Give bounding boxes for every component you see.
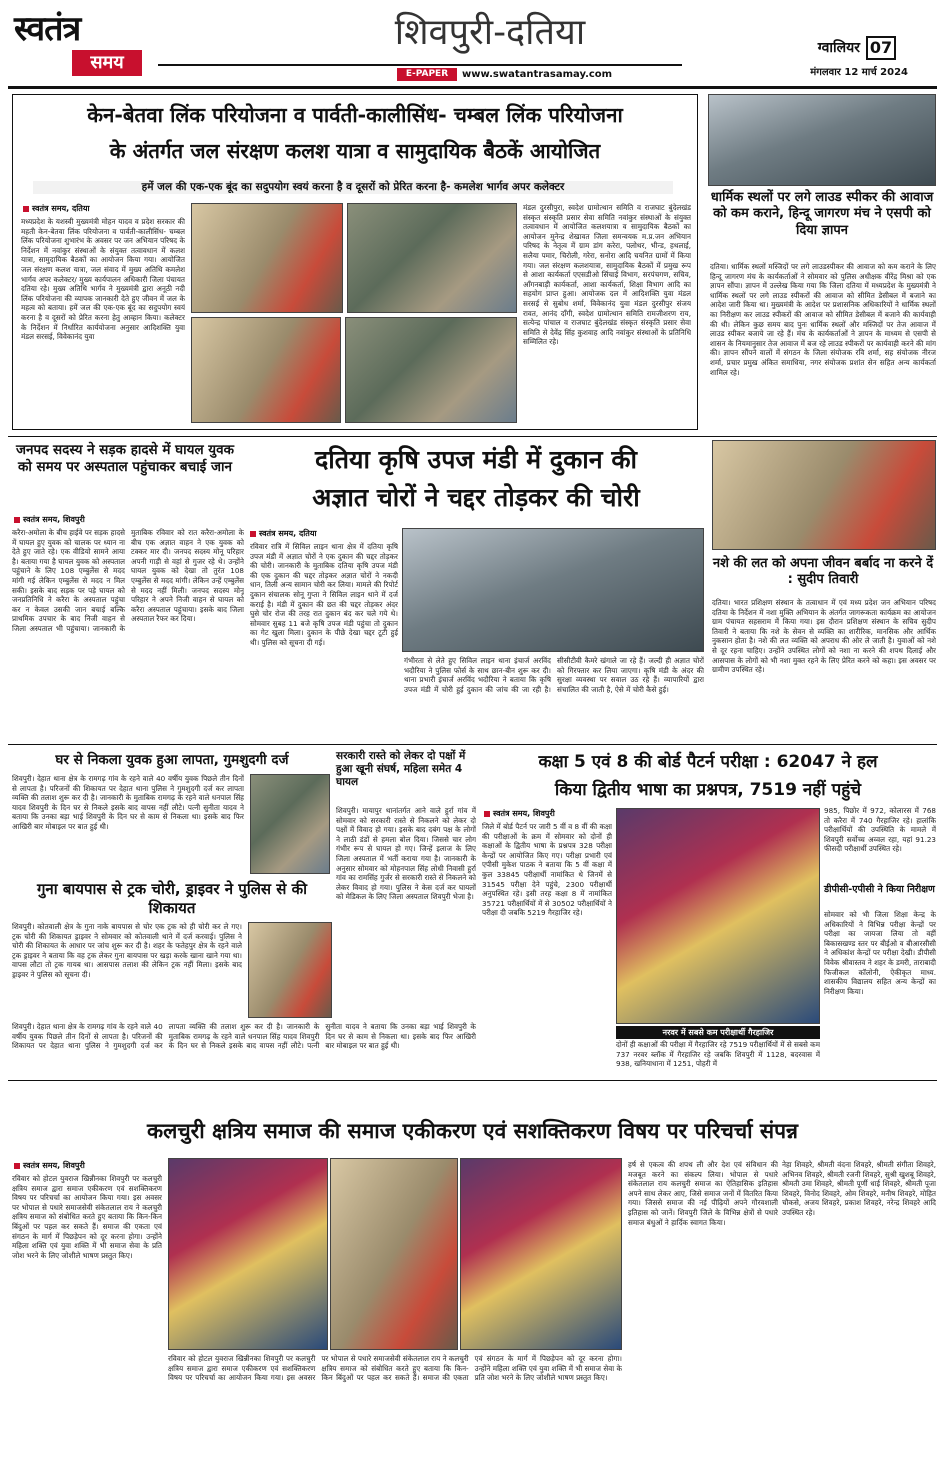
board-body-2: दोनों ही कक्षाओं की परीक्षा में गैरहाजिर रहे 7519 परीक्षार्थियों में से सबसे कम 737 नरवर ब्लॉक में गैरहाजिर रहे जबकि शिवपुरी में 1128, बदरवास में 938, खनियाधाना में 1251, पोहरी में (616, 1040, 820, 1069)
kalchuri-body-right-2: नेहा शिवहरे, श्रीमती वंदना शिवहरे, श्रीमती संगीता शिवहरे, अभिनव शिवहरे, श्रीमती रजनी शिवहरे, सुश्री खुशबू शिवहरे, श्रीमती उमा शिवहरे, श्रीमती पूर्णी धाई शिवहरे, श्रीमती पूजा शिवहरे, विनोद शिवहरे, ओम शिवहरे, मनीष शिवहरे, मोहित चौकसे, अजय शिवहरे, प्रकाश शिवहरे, नरेन्द्र शिवहरे आदि उपस्थित रहे। (782, 1160, 936, 1217)
section-title: शिवपुरी-दतिया (394, 12, 586, 53)
logo (14, 8, 150, 80)
byline-marker-icon (484, 811, 490, 817)
lead-photo-4 (345, 317, 517, 423)
masthead-divider (8, 86, 937, 89)
kalchuri-photo-3 (460, 1158, 622, 1350)
mandi-body-2: गंभीरता से लेते हुए सिविल लाइन थाना इंचार्ज अरविंद भदौरिया ने पुलिस फोर्स के साथ छान-बीन शुरू कर दी। थाना प्रभारी इंचार्ज अरविंद भदौरिया ने बताया कि कृषि उपज मंडी में चोरी हुई दुकान की जांच की जा रही है। सीसीटीवी कैमरे खंगाले जा रहे हैं। जल्दी ही अज्ञात चोरों को गिरफ्तार कर लिया जाएगा। कृषि मंडी के अंदर की सुरक्षा व्यवस्था पर सवाल उठ रहे हैं। व्यापारियों द्वारा संचालित की जाती है, ऐसे में चोरी कैसे हुई। (404, 656, 704, 694)
website[interactable]: www.swatantrasamay.com (462, 69, 613, 80)
byline-marker-icon (250, 531, 256, 537)
lead-story (12, 94, 698, 430)
board-side-2: सोमवार को भी जिला शिक्षा केन्द्र के अधिकारियों ने विभिन्न परीक्षा केन्द्रों पर परीक्षा का जायजा लिया तो वहीं बिकासखण्ड स्तर पर बीईओ व बीआरसीसी ने अधिकांश केन्द्रों पर परीक्षा देखी। डीपीसी विवेक श्रीवास्तव ने शहर के डमरी, ताराबादी फिजीकल कॉलोनी, ऐकीकृत माध्य. शासकीय विद्यालय सहित अन्य केन्द्रों का निरीक्षण किया। (824, 910, 936, 996)
kalchuri-photo-1 (168, 1158, 328, 1350)
divider-3 (8, 1080, 937, 1081)
truck-headline: गुना बायपास से ट्रक चोरी, ड्राइवर ने पुलिस से की शिकायत (36, 880, 308, 917)
dispute-body-tail: शिवपुरी। देहात थाना क्षेत्र के रामगढ़ गांव के रहने वाले 40 वर्षीय युवक पिछले तीन दिनों से लापता है। परिजनों की शिकायत पर देहात थाना पुलिस ने गुमशुदगी दर्ज कर लापता व्यक्ति की तलाश शुरू कर दी है। जानकारी के मुताबिक रामगढ़ के रहने वाले धनपाल सिंह यादव शिवपुरी के दिन घर से निकले इसके बाद वापस नहीं लौटे। पत्नी सुनीता यादव ने बताया कि उनका बड़ा भाई शिवपुरी के दिन घर से काम से निकला था। इसके बाद फिर आखिरी बार मोबाइल पर बात हुई थी। (12, 1022, 476, 1051)
mandi-headline-1: दतिया कृषि उपज मंडी में दुकान की (314, 445, 638, 474)
board-headline-2: किया द्वितीय भाषा का प्रश्नपत्र, 7519 नहीं पहुंचे (554, 780, 862, 800)
byline-marker-icon (23, 206, 29, 212)
page-number: 07 (866, 36, 896, 60)
lead-subhead: हमें जल की एक-एक बूंद का सदुपयोग स्वयं करना है व दूसरों को प्रेरित करना है- कमलेश भार्गव अपर कलेक्टर (33, 181, 673, 194)
kalchuri-body-right: हर्ष से एकत्व की शपथ ली और देश एवं संविधान की मजबूत करने का संकल्प लिया। भोपाल से पधारे संकेतलाल राय कलचुरी समाज का ऐतिहासिक इतिहास अपने साथ लेकर आए, जिसे समाज जनों में वितरित किया गया। जिससे समाज की नई पीढ़ियों अपने गौरवशाली इतिहास को जानें। शिवपुरी जिले के विभिन्न क्षेत्रों से पधारे समाज बंधुओं ने हार्दिक स्वागत किया। (628, 1160, 778, 1227)
loudspeaker-body: दतिया। धार्मिक स्थलों मस्जिदों पर लगे लाउडस्पीकर की आवाज को कम कराने के लिए हिन्दू जागरण मंच के कार्यकर्ताओं ने सोमवार को पुलिस अधीक्षक वीरेंद्र मिश्रा को एक ज्ञापन सौंपा। ज्ञापन में उल्लेख किया गया कि जिला दतिया में मध्यप्रदेश के मुख्यमंत्री ने धार्मिक स्थलों पर लगे लाउड स्पीकरों की आवाज को सीमित डेसीबल में बजाने का आदेश जारी किया था। मुख्यमंत्री के आदेश पर प्रशासनिक अधिकारियों ने धार्मिक स्थलों का निरीक्षण कर लाउड स्पीकरों की आवाज को सीमित डेसीबल में बजाने की कार्यवाही की थी। लेकिन कुछ समय बाद पुनः धार्मिक स्थलों और मस्जिदों पर तेज आवाज में लाउड स्पीकर बजाये जा रहे हैं। मंच के कार्यकर्ताओं ने ज्ञापन के माध्यम से एसपी से शासन के नियमानुसार तेज आवाज में बज रहे लाउड स्पीकरों पर कार्यवाही करने की मांग की। ज्ञापन सौंपने वालों में संगठन के जिला संयोजक रवि शर्मा, सह संयोजक नीरज शर्मा, प्रचार प्रमुख अंकित समाधिया, नगर संयोजक प्रशांत सेन सहित अन्य कार्यकर्ता शामिल रहे। (710, 262, 936, 377)
board-byline-text: स्वतंत्र समय, शिवपुरी (493, 809, 555, 818)
mandi-byline-text: स्वतंत्र समय, दतिया (259, 529, 317, 538)
lead-byline (23, 203, 183, 214)
mandi-photo (402, 528, 704, 652)
mandi-body: रविवार रात्रि में सिविल लाइन थाना क्षेत्र में दतिया कृषि उपज मंडी में अज्ञात चोरों ने एक दुकान की चद्दर तोड़कर की चोरी। जानकारी के मुताबिक दतिया कृषि उपज मंडी की एक दुकान की चद्दर तोड़कर अज्ञात चोरों ने नकदी धान, तिली अन्य सामान चोरी कर लिया। मामले की रिपोर्ट दुकान संचालक सोनू गुप्ता ने सिविल लाइन थाने में दर्ज कराई है। मंडी में दुकान की छत की चद्दर तोड़कर अंदर घुसे चोर रोज की तरह रात दुकान बंद कर चले गये थे। सोमवार सुबह 11 बजे कृषि उपज मंडी पहुंचा तो दुकान का गेट खुला मिला। दुकान के पीछे देखा चद्दर टूटी हुई थी। पुलिस को सूचना दी गई। (250, 542, 398, 647)
header-rule (158, 64, 682, 66)
loudspeaker-headline: धार्मिक स्थलों पर लगे लाउड स्पीकर की आवाज को कम कराने, हिन्दू जागरण मंच ने एसपी को दिया ज्ञापन (710, 190, 934, 238)
logo-top: स्वतंत्र (14, 9, 81, 49)
kalchuri-body-lower: रविवार को होटल युवराज खिन्नीनका शिवपुरी पर कलचुरी क्षत्रिय समाज द्वारा समाज एकीकरण एवं सशक्तिकरण विषय पर परिचर्चा का आयोजन किया गया। इस अवसर पर भोपाल से पधारे समाजसेवी संकेतलाल राय ने कलचुरी क्षत्रिय समाज को संबोधित करते हुए बताया कि किन-किन बिंदुओं पर पहल कर सकते हैं। समाज की एकता एवं संगठन के मार्ग में पिछड़ेपन को दूर करना होगा। उन्होंने महिला शक्ति एवं युवा शक्ति में भी समाज सेवा के प्रति जोश भरने के लिए जोशीले भाषण प्रस्तुत किए। (168, 1354, 622, 1383)
byline-marker-icon (14, 517, 20, 523)
divider-1 (8, 436, 937, 437)
drugs-headline: नशे की लत को अपना जीवन बर्बाद ना करने दें : सुदीप तिवारी (712, 556, 934, 588)
dispute-headline: सरकारी रास्ते को लेकर दो पक्षों में हुआ खूनी संघर्ष, महिला समेत 4 घायल (336, 750, 466, 789)
accident-headline: जनपद सदस्य ने सड़क हादसे में घायल युवक को समय पर अस्पताल पहुंचाकर बचाई जान (15, 442, 235, 475)
lead-headline-2: के अंतर्गत जल संरक्षण कलश यात्रा व सामुदायिक बैठकें आयोजित (109, 139, 601, 163)
kalchuri-byline (14, 1160, 164, 1171)
lead-photo-2 (347, 203, 517, 313)
drugs-photo (712, 440, 936, 550)
accident-body: करैरा-अमोला के बीच हाईवे पर सड़क हादसे में घायल हुए युवक को चालक पर ध्यान ना देते हुए जाते रहे। एक वीडियो सामने आया है। बताया गया है घायल युवक को अस्पताल पहुंचाने के लिए 108 एम्बुलेंस से मदद मांगी गई लेकिन एम्बुलेंस से मदद न मिल सकी। इसके बाद सड़क पर पड़े घायल को जनप्रतिनिधि ने करैरा के अस्पताल पहुंचा कर न केवल उसकी जान बचाई बल्कि प्राथमिक उपचार के बाद निजी वाहन से जिला अस्पताल भी पहुंचाया। जानकारी के मुताबिक रविवार को रात करैरा-अमोला के बीच एक अज्ञात वाहन ने एक युवक को टक्कर मार दी। जनपद सदस्य मोनू परिहार अपनी गाड़ी से वहां से गुजर रहे थे। उन्होंने घायल युवक को देखा तो तुरंत 108 एम्बुलेंस से मदद मांगी। लेकिन उन्हें एम्बुलेंस से मदद नहीं मिली। जनपद सदस्य मोनू परिहार ने अपने निजी वाहन से घायल को करैरा अस्पताल पहुंचाया। इसके बाद जिला अस्पताल रैफर कर दिया। (12, 528, 244, 633)
board-side: 985, पिछोर में 972, कोलारस में 768 तो करैरा में 740 गैरहाजिर रहे। हालांकि परीक्षार्थियों की उपस्थिति के मामले में शिवपुरी सर्वोच्च अव्वल रहा, यहां 91.23 फीसदी परीक्षार्थी उपस्थित रहे। (824, 806, 936, 854)
board-headline-1: कक्षा 5 एवं 8 की बोर्ड पैटर्न परीक्षा : 62047 ने हल (538, 752, 878, 772)
truck-body: शिवपुरी। कोतवाली क्षेत्र के गुना नाके बायपास से चोर एक ट्रक को ही चोरी कर ले गए। ट्रक चोरी की शिकायत ड्राइवर ने सोमवार को कोतवाली थाने में दर्ज करवाई। पुलिस ने चोरी की शिकायत के आधार पर जांच शुरू कर दी है। शहर के फतेहपुर क्षेत्र के रहने वाले ट्रक ड्राइवर ने बताया कि वह ट्रक लेकर गुना बायपास पर खड़ा करके खाना खाने गया था। वापस लौटा तो ट्रक गायब था। आसपास तलाश की लेकिन ट्रक नहीं मिला। इसके बाद ड्राइवर ने पुलिस को सूचना दी। (12, 922, 242, 979)
logo-bottom: समय (72, 50, 142, 76)
dispute-body: शिवपुरी। मायापुर थानांतर्गत आने वाले हुर्रा गांव में सोमवार को सरकारी रास्ते से निकलने को लेकर दो पक्षों में विवाद हो गया। इसके बाद दबंग पक्ष के लोगों ने लाठी डंडों से हमला बोल दिया। जिससे चार लोग गंभीर रूप से घायल हो गए। जिन्हें इलाज के लिए जिला अस्पताल में भर्ती कराया गया है। जानकारी के अनुसार सोमवार को मोहनपाल सिंह लोधी निवासी हुर्रा गांव का रामसिंह गुर्जर से सरकारी रास्ते से निकलने को लेकर विवाद हो गया। पुलिस ने केस दर्ज कर घायलों को मेडिकल के लिए जिला अस्पताल शिवपुरी भेजा है। (336, 806, 476, 902)
epaper-label: E-PAPER (397, 68, 457, 81)
board-byline (484, 808, 624, 819)
kalchuri-headline: कलचुरी क्षत्रिय समाज की समाज एकीकरण एवं सशक्तिकरण विषय पर परिचर्चा संपन्न (146, 1119, 799, 1143)
accident-byline (14, 514, 174, 525)
lead-byline-text: स्वतंत्र समय, दतिया (32, 204, 90, 213)
board-photo (616, 808, 820, 1024)
accident-byline-text: स्वतंत्र समय, शिवपुरी (23, 515, 85, 524)
byline-marker-icon (14, 1163, 20, 1169)
lead-col3: मंडल दुरसीपुरा, स्वदेश ग्रामोत्थान समिति व राजघाट बुंदेलखंड संस्कृत संस्कृति प्रसार सेवा समिति नवांकुर संस्थाओं के संयुक्त तत्वावधान में आयोजित कलशयात्रा व सामुदायिक बैठकों का आयोजन मुनेन्द्र शेखावत जिला समन्वयक म.प्र.जन अभियान परिषद के नेतृत्व में ग्राम डांग करेरा, पलोथर, भीन्ड, हथलाई, सलैया पमार, चिरोली, गरेरा, सनोरा आदि चयनित ग्रामों में किया गया। जल संरक्षण कलशयात्रा, सामुदायिक बैठकों में प्रमुख रूप से आशा कार्यकर्ता एएसडीओ सिंचाई विभाग, सरपंचगण, सचिव, आँगनबाड़ी कार्यकर्ता, आशा कार्यकर्ता, शिक्षा विभाग आदि का सहयोग प्राप्त हुआ। आयोजक दल में आदिशक्ति युवा मंडल सरसई से सुबोध शर्मा, विवेकानंद युवा मंडल दुरसीपुर संजय रावत, आनंद दाँगी, स्वदेश ग्रामोत्थान समिति रामजीशरण राय, सत्येन्द्र पांचाल व राजघाट बुंदेलखंड संस्कृत संस्कृति प्रसार सेवा समिति से देवेंद्र सिंह कुशवाह आदि नवांकुर संस्थाओं के प्रतिनिधि सम्मिलित रहे। (523, 203, 691, 347)
missing-headline: घर से निकला युवक हुआ लापता, गुमशुदगी दर्ज (55, 752, 289, 768)
board-side-headline: डीपीसी-एपीसी ने किया निरीक्षण (824, 884, 935, 895)
kalchuri-photo-2 (330, 1158, 458, 1350)
loudspeaker-photo (708, 94, 936, 186)
board-caption: नरवर में सबसे कम परीक्षार्थी गैरहाजिर (616, 1026, 820, 1039)
drugs-body: दतिया। भारत प्रशिक्षण संस्थान के तत्वाधान में एवं मध्य प्रदेश जन अभियान परिषद दतिया के निर्देशन में नशा मुक्ति अभियान के अंतर्गत जागरूकता कार्यक्रम का आयोजन ग्राम पंचायत सहसराम में किया गया। इस दौरान प्रशिक्षण संस्थान के सचिव सुदीप तिवारी ने बताया कि नशे के सेवन से व्यक्ति का शारीरिक, मानसिक और आर्थिक नुकसान होता है। नशे की लत व्यक्ति को अपराध की ओर ले जाती है। युवाओं को नशे से दूर रहना चाहिए। उन्होंने उपस्थित लोगों को नशा ना करने की शपथ दिलाई और आसपास के लोगों को भी नशा मुक्त रहने के लिए प्रेरित करने को कहा। इस अवसर पर ग्रामीण उपस्थित रहे। (712, 598, 936, 675)
kalchuri-byline-text: स्वतंत्र समय, शिवपुरी (23, 1161, 85, 1170)
date: मंगलवार 12 मार्च 2024 (810, 67, 908, 78)
kalchuri-body: रविवार को होटल युवराज खिन्नीनका शिवपुरी पर कलचुरी क्षत्रिय समाज द्वारा समाज एकीकरण एवं सशक्तिकरण विषय पर परिचर्चा का आयोजन किया गया। इस अवसर पर भोपाल से पधारे समाजसेवी संकेतलाल राय ने कलचुरी क्षत्रिय समाज को संबोधित करते हुए बताया कि किन-किन बिंदुओं पर पहल कर सकते हैं। समाज की एकता एवं संगठन के मार्ग में पिछड़ेपन को दूर करना होगा। उन्होंने महिला शक्ति एवं युवा शक्ति में भी समाज सेवा के प्रति जोश भरने के लिए जोशीले भाषण प्रस्तुत किए। (12, 1174, 162, 1260)
lead-photo-1 (191, 203, 343, 313)
lead-headline-1: केन-बेतवा लिंक परियोजना व पार्वती-कालीसिंध- चम्बल लिंक परियोजना (87, 103, 623, 127)
board-body: जिले में बोर्ड पैटर्न पर जारी 5 वीं व 8 वीं की कक्षा की परीक्षाओं के क्रम में सोमवार को दोनों ही कक्षाओं के द्वितीय भाषा के प्रश्नपत्र 328 परीक्षा केन्द्रों पर आयोजित किए गए। परीक्षा प्रभारी एवं एपीसी मुकेश पाठक ने बताया कि 5 वीं कक्षा में कुल 33845 परीक्षार्थी नामांकित थे जिनमें से 31545 परीक्षा देने पहुंचे, 2300 परीक्षार्थी अनुपस्थित रहे। इसी तरह कक्षा 8 में नामांकित 35721 परीक्षार्थियों में से 30502 परीक्षार्थियों ने परीक्षा दी जबकि 5219 गैरहाजिर रहे। (482, 822, 612, 918)
city-label: ग्वालियर (817, 40, 860, 56)
mandi-headline-2: अज्ञात चोरों ने चद्दर तोड़कर की चोरी (312, 483, 640, 512)
mandi-byline (250, 528, 390, 539)
missing-body: शिवपुरी। देहात थाना क्षेत्र के रामगढ़ गांव के रहने वाले 40 वर्षीय युवक पिछले तीन दिनों से लापता है। परिजनों की शिकायत पर देहात थाना पुलिस ने गुमशुदगी दर्ज कर लापता व्यक्ति की तलाश शुरू कर दी है। जानकारी के मुताबिक रामगढ़ के रहने वाले धनपाल सिंह यादव शिवपुरी के दिन घर से निकले इसके बाद वापस नहीं लौटे। पत्नी सुनीता यादव ने बताया कि उनका बड़ा भाई शिवपुरी के दिन घर से काम से निकला था। इसके बाद फिर आखिरी बार मोबाइल पर बात हुई थी। (12, 774, 244, 831)
divider-2 (8, 744, 937, 745)
lead-col1: मध्यप्रदेश के यशस्वी मुख्यमंत्री मोहन यादव व प्रदेश सरकार की महती केन-बेतवा लिंक परियोजना व पार्वती-कालीसिंध- चम्बल लिंक परियोजना शुभारंभ के अवसर पर जन अभियान परिषद के निर्देशन में नवांकुर संस्थाओं के संयुक्त तत्वावधान में कलश यात्रा, सामुदायिक बैठकों का आयोजन किया गया। आयोजित जल संरक्षण कलश यात्रा, जल संवाद में मुख्य अतिथि कमलेश भार्गव अपर कलेक्टर/ मुख्य कार्यपालन अधिकारी जिला पंचायत दतिया रहे। मुख्य अतिथि भार्गव ने मुख्यमंत्री द्वारा अनूठी नदी लिंक परियोजना की व्यापक जानकारी देते हुए जीवन में जल के महत्व को बताया। हमें जल की एक-एक बूंद का सदुपयोग स्वयं करना है व दूसरों को प्रेरित करना हेतु आव्हान किया। कलेक्टर के निर्देशन में निर्धारित कार्ययोजना अनुसार आदिशक्ति युवा मंडल सरसई, विवेकानंद युवा (21, 217, 185, 342)
truck-photo (248, 922, 332, 1018)
lead-photo-3 (191, 317, 341, 423)
missing-photo (250, 774, 330, 874)
